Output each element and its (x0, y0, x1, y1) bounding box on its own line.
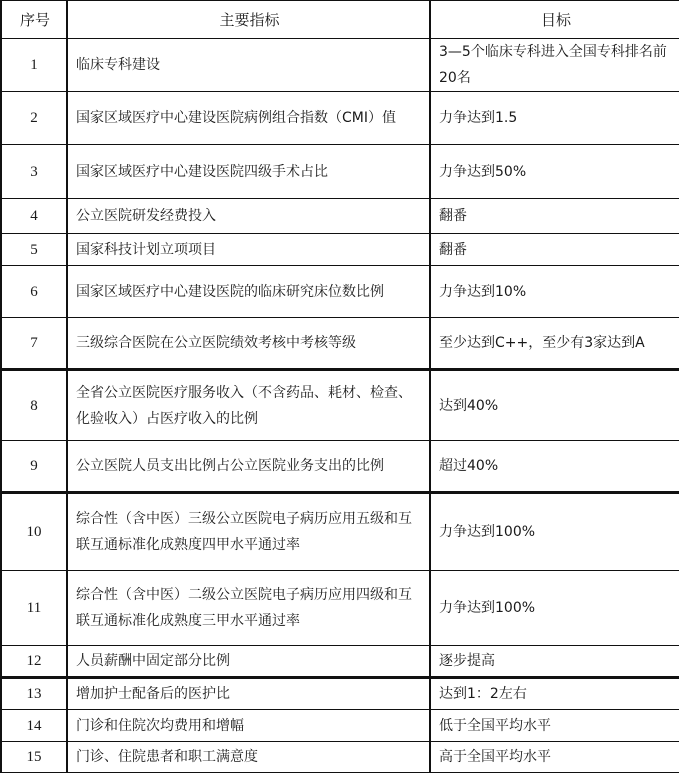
header-target: 目标 (430, 1, 679, 39)
row-target: 力争达到1.5 (430, 92, 679, 145)
table-row (1, 234, 679, 266)
row-target: 翻番 (430, 234, 679, 266)
row-indicator: 人员薪酬中固定部分比例 (67, 646, 430, 678)
row-target: 至少达到C++，至少有3家达到A (430, 318, 679, 370)
row-no: 3 (1, 145, 67, 199)
row-indicator: 门诊、住院患者和职工满意度 (67, 742, 430, 773)
row-no: 9 (1, 441, 67, 493)
row-indicator: 公立医院人员支出比例占公立医院业务支出的比例 (67, 441, 430, 493)
table-row (1, 318, 679, 370)
row-target: 低于全国平均水平 (430, 710, 679, 742)
row-no: 14 (1, 710, 67, 742)
row-target: 逐步提高 (430, 646, 679, 678)
row-indicator: 临床专科建设 (67, 39, 430, 92)
row-target: 力争达到100% (430, 571, 679, 646)
row-no: 5 (1, 234, 67, 266)
row-indicator: 公立医院研发经费投入 (67, 199, 430, 234)
row-target: 超过40% (430, 441, 679, 493)
row-target: 力争达到100% (430, 493, 679, 571)
row-no: 8 (1, 370, 67, 441)
header-indicator: 主要指标 (67, 1, 430, 39)
row-indicator: 国家区域医疗中心建设医院的临床研究床位数比例 (67, 266, 430, 318)
table-row (1, 710, 679, 742)
row-target: 力争达到10% (430, 266, 679, 318)
row-target: 达到40% (430, 370, 679, 441)
row-target: 翻番 (430, 199, 679, 234)
row-no: 2 (1, 92, 67, 145)
row-target: 3—5个临床专科进入全国专科排名前20名 (430, 39, 679, 92)
row-no: 11 (1, 571, 67, 646)
row-indicator: 全省公立医院医疗服务收入（不含药品、耗材、检查、化验收入）占医疗收入的比例 (67, 370, 430, 441)
row-target: 力争达到50% (430, 145, 679, 199)
table-row (1, 199, 679, 234)
table-row (1, 571, 679, 646)
table-header-row (1, 1, 679, 39)
row-no: 13 (1, 678, 67, 710)
table-row (1, 646, 679, 678)
row-indicator: 综合性（含中医）三级公立医院电子病历应用五级和互联互通标准化成熟度四甲水平通过率 (67, 493, 430, 571)
row-no: 12 (1, 646, 67, 678)
table-row (1, 145, 679, 199)
table-row (1, 92, 679, 145)
row-target: 达到1：2左右 (430, 678, 679, 710)
row-indicator: 增加护士配备后的医护比 (67, 678, 430, 710)
table-row (1, 370, 679, 441)
row-indicator: 门诊和住院次均费用和增幅 (67, 710, 430, 742)
row-no: 15 (1, 742, 67, 773)
table-row (1, 441, 679, 493)
table-row (1, 39, 679, 92)
row-no: 6 (1, 266, 67, 318)
row-no: 10 (1, 493, 67, 571)
table-row (1, 493, 679, 571)
row-no: 7 (1, 318, 67, 370)
row-no: 4 (1, 199, 67, 234)
row-indicator: 国家科技计划立项项目 (67, 234, 430, 266)
header-no: 序号 (1, 1, 67, 39)
row-indicator: 国家区域医疗中心建设医院四级手术占比 (67, 145, 430, 199)
row-no: 1 (1, 39, 67, 92)
table-row (1, 742, 679, 773)
table-row (1, 678, 679, 710)
row-indicator: 综合性（含中医）二级公立医院电子病历应用四级和互联互通标准化成熟度三甲水平通过率 (67, 571, 430, 646)
row-target: 高于全国平均水平 (430, 742, 679, 773)
row-indicator: 国家区域医疗中心建设医院病例组合指数（CMI）值 (67, 92, 430, 145)
table-row (1, 266, 679, 318)
row-indicator: 三级综合医院在公立医院绩效考核中考核等级 (67, 318, 430, 370)
